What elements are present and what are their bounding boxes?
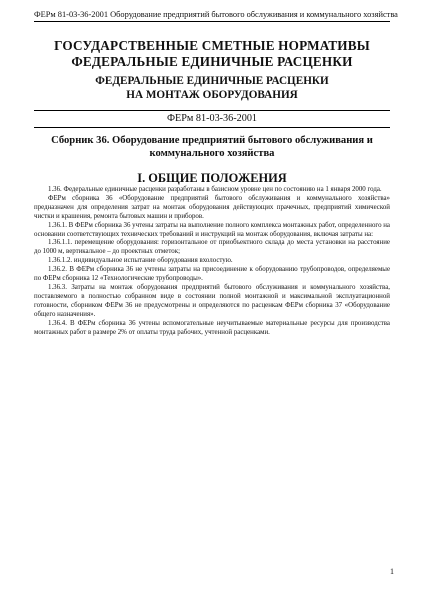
collection-title-line-1: Сборник 36. Оборудование предприятий бытового обслуживания и [51,135,373,146]
document-subtitle [34,75,390,102]
paragraph: 1.36.1. В ФЕРм сборника 36 учтены затраты на выполнение полного комплекса монтажных работ, определенного на основании соответствующих технических требований и инструкций на монтаж оборудования, включая затраты на: [34,221,390,238]
paragraph: 1.36.3. Затраты на монтаж оборудования предприятий бытового обслуживания и коммунального хозяйства, поставляемого в полностью собранном виде в состоянии полной монтажной и максимальной эксплуатационной готовности, сборником ФЕРм 36 не предусмотрены и определяются по расценкам ФЕРм сборника 37 «Оборудование общего назначения». [34,283,390,318]
body-text [34,186,390,337]
title-line-1: ГОСУДАРСТВЕННЫЕ СМЕТНЫЕ НОРМАТИВЫ [54,38,370,53]
subtitle-line-2: НА МОНТАЖ ОБОРУДОВАНИЯ [126,88,298,101]
paragraph: 1.36. Федеральные единичные расценки разработаны в базисном уровне цен по состоянию на 1 января 2000 года. [48,186,382,193]
document-number: ФЕРм 81-03-36-2001 [34,110,390,128]
paragraph: 1.36.1.2. индивидуальное испытание оборудования вхолостую. [48,257,233,265]
title-line-2: ФЕДЕРАЛЬНЫЕ ЕДИНИЧНЫЕ РАСЦЕНКИ [71,54,353,69]
paragraph: 1.36.4. В ФЕРм сборника 36 учтены вспомогательные неучитываемые материальные ресурсы для производства монтажных работ в размере 2% от оплаты труда рабочих, учтенной расценками. [34,319,390,336]
collection-title-line-2: коммунального хозяйства [149,147,275,159]
collection-title [34,135,390,160]
page-number: 1 [390,567,394,576]
section-heading: I. ОБЩИЕ ПОЛОЖЕНИЯ [137,171,287,185]
document-title [34,38,390,70]
subtitle-line-1: ФЕДЕРАЛЬНЫЕ ЕДИНИЧНЫЕ РАСЦЕНКИ [95,75,329,87]
paragraph: 1.36.2. В ФЕРм сборника 36 не учтены затраты на присоединение к оборудованию трубопроводов, определяемые по ФЕРм сборника 12 «Технологические трубопроводы». [34,266,390,283]
paragraph: ФЕРм сборника 36 «Оборудование предприятий бытового обслуживания и коммунального хозяйства» предназначен для определения затрат на монтаж оборудования действующих прачечных, предприятий химической чистки и крашения, ремонта бытовых машин и приборов. [34,194,390,220]
running-header: ФЕРм 81-03-36-2001 Оборудование предприятий бытового обслуживания и коммунального хозяйства [34,10,390,22]
paragraph: 1.36.1.1. перемещение оборудования: горизонтальное от приобъектного склада до места установки на расстояние до 1000 м, вертикальное – до проектных отметок; [34,239,390,256]
